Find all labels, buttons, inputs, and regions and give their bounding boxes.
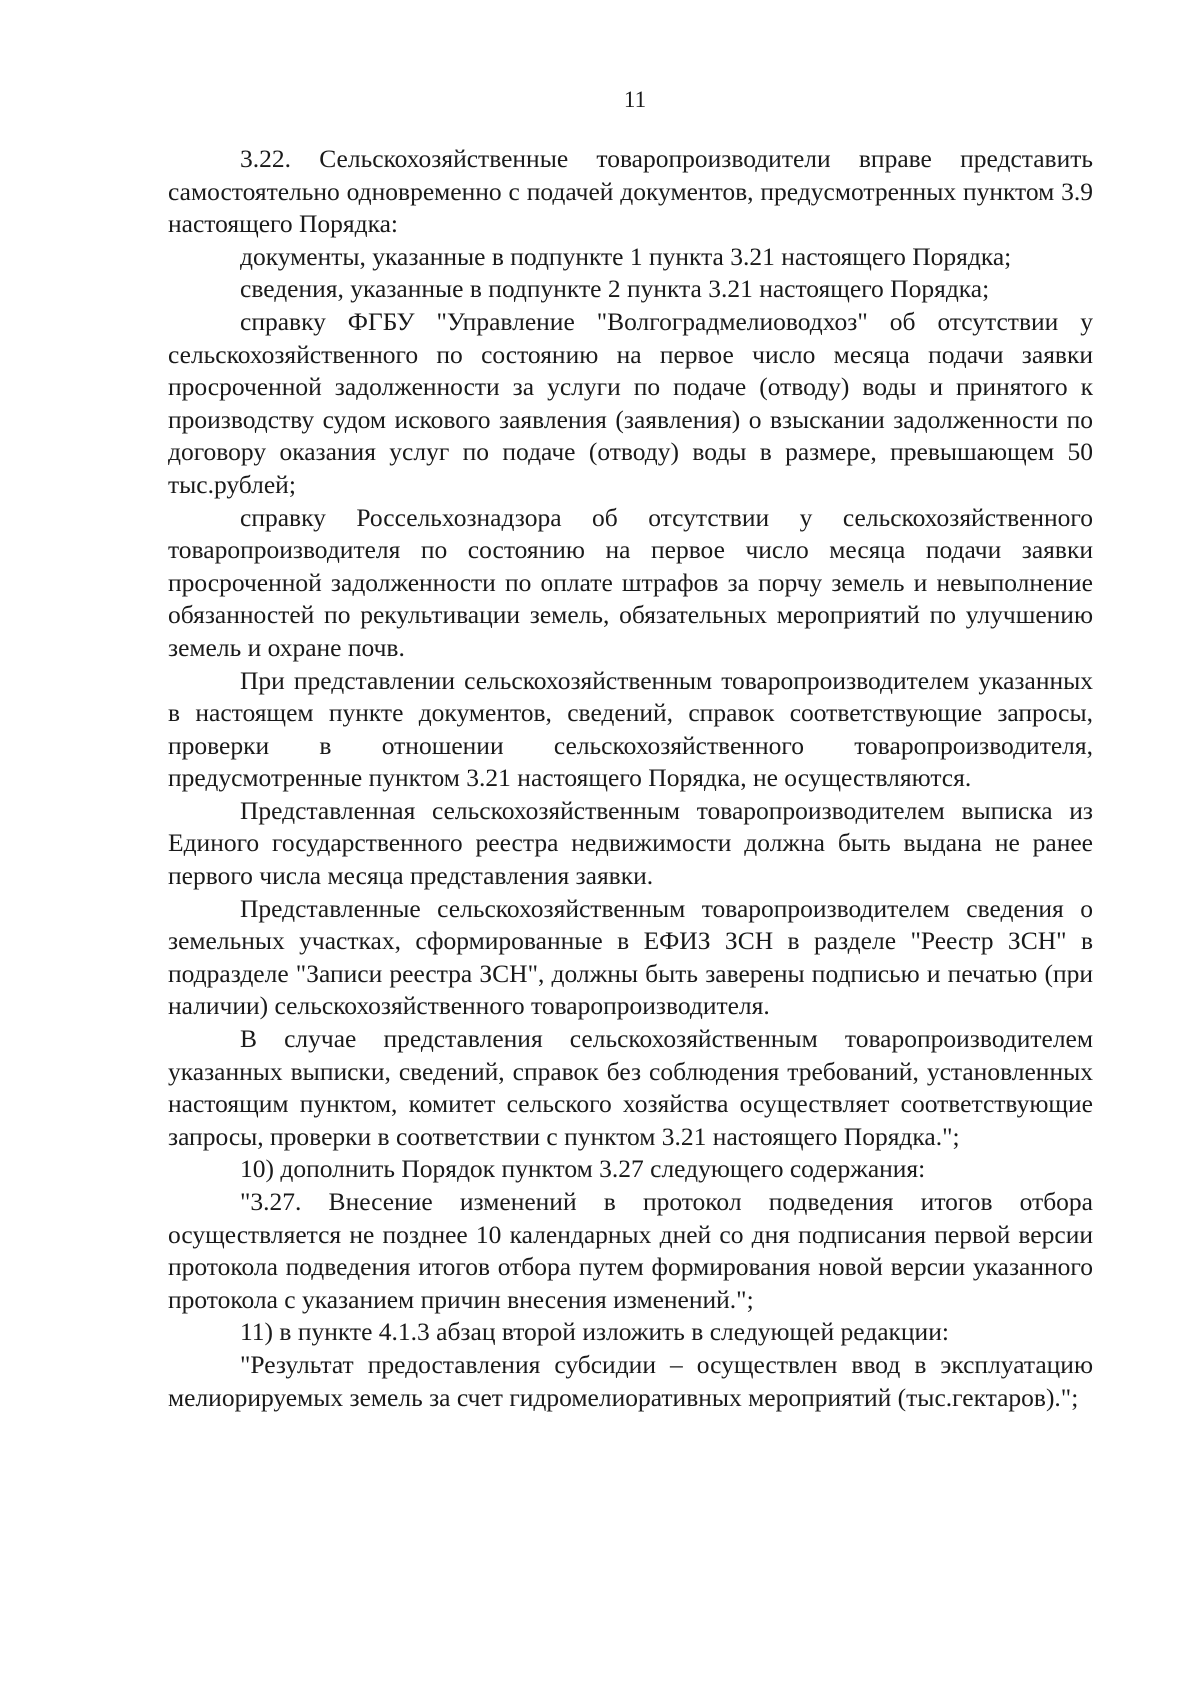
paragraph-information: сведения, указанные в подпункте 2 пункта 3.21 настоящего Порядка; (240, 274, 990, 304)
paragraph-registry-extract: Представленная сельскохозяйственным товаропроизводителем выписка из Единого государственного реестра недвижимости должна быть выдана не ранее первого числа месяца представления заявки. (168, 795, 1093, 891)
page-number: 11 (623, 87, 647, 112)
paragraph-result: "Результат предоставления субсидии – осуществлен ввод в эксплуатацию мелиорируемых земель за счет гидромелиоративных мероприятий (тыс.гектаров)."; (168, 1349, 1093, 1412)
paragraph-fgbu-certificate: справку ФГБУ "Управление "Волгоградмелиоводхоз" об отсутствии у сельскохозяйственного по состоянию на первое число месяца подачи заявки просроченной задолженности за услуги по подаче (отводу) воды и принятого к производству судом искового заявления (заявления) о взыскании задолженности по договору оказания услуг по подаче (отводу) воды в размере, превышающем 50 тыс.рублей; (168, 306, 1093, 499)
paragraph-3-27: "3.27. Внесение изменений в протокол подведения итогов отбора осуществляется не позднее 10 календарных дней со дня подписания первой версии протокола подведения итогов отбора путем формирования новой версии указанного протокола с указанием причин внесения изменений."; (168, 1187, 1093, 1314)
paragraph-item-10: 10) дополнить Порядок пунктом 3.27 следующего содержания: (240, 1154, 926, 1184)
paragraph-documents: документы, указанные в подпункте 1 пункта 3.21 настоящего Порядка; (240, 241, 1012, 271)
paragraph-no-requests: При представлении сельскохозяйственным товаропроизводителем указанных в настоящем пункте документов, сведений, справок соответствующие запросы, проверки в отношении сельскохозяйственного товаропроизводителя, предусмотренные пунктом 3.21 настоящего Порядка, не осуществляются. (168, 665, 1093, 793)
paragraph-non-compliance: В случае представления сельскохозяйственным товаропроизводителем указанных выписки, сведений, справок без соблюдения требований, установленных настоящим пунктом, комитет сельского хозяйства осуществляет соответствующие запросы, проверки в соответствии с пунктом 3.21 настоящего Порядка."; (168, 1024, 1093, 1151)
paragraph-rosselkhoznadzor-certificate: справку Россельхознадзора об отсутствии у сельскохозяйственного товаропроизводителя по состоянию на первое число месяца подачи заявки просроченной задолженности по оплате штрафов за порчу земель и невыполнение обязанностей по рекультивации земель, обязательных мероприятий по улучшению земель и охране почв. (168, 502, 1093, 662)
paragraph-land-plot-info: Представленные сельскохозяйственным товаропроизводителем сведения о земельных участках, сформированные в ЕФИЗ ЗСН в разделе "Реестр ЗСН" в подразделе "Записи реестра ЗСН", должны быть заверены подписью и печатью (при наличии) сельскохозяйственного товаропроизводителя. (168, 893, 1093, 1021)
paragraph-item-11: 11) в пункте 4.1.3 абзац второй изложить в следующей редакции: (240, 1317, 949, 1347)
document-body (168, 143, 1093, 1414)
paragraph-3-22-intro: 3.22. Сельскохозяйственные товаропроизводители вправе представить самостоятельно одновременно с подачей документов, предусмотренных пунктом 3.9 настоящего Порядка: (168, 144, 1093, 239)
